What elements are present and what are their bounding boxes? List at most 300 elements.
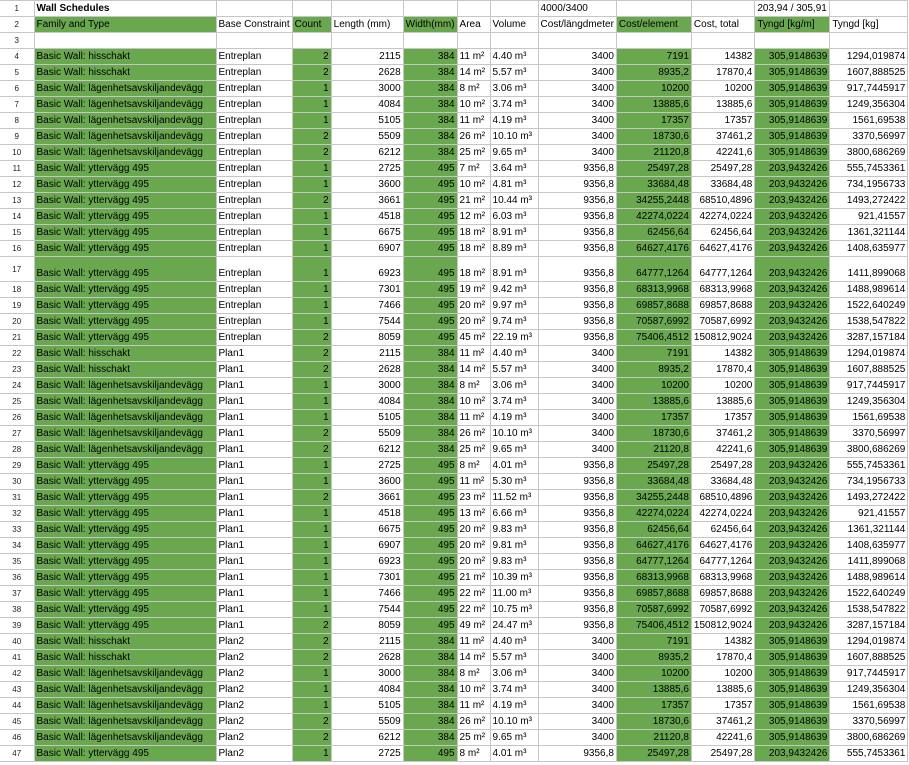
cell-count[interactable]: 1 [292,177,331,193]
cell-cost-per-element[interactable]: 8935,2 [616,65,691,81]
cell-base-constraint[interactable]: Plan1 [216,490,292,506]
cell-length[interactable]: 4084 [331,97,403,113]
cell-volume[interactable]: 22.19 m³ [490,330,538,346]
cell-cost-total[interactable]: 64627,4176 [691,538,754,554]
cell-area[interactable]: 25 m² [457,442,490,458]
header-area[interactable]: Area [457,17,490,33]
row-number[interactable]: 18 [0,282,34,298]
cell-length[interactable]: 2628 [331,362,403,378]
cell-count[interactable]: 2 [292,442,331,458]
cell-base-constraint[interactable]: Plan1 [216,602,292,618]
cell-volume[interactable]: 8.91 m³ [490,257,538,282]
cell-base-constraint[interactable]: Plan1 [216,586,292,602]
cell-family-type[interactable]: Basic Wall: yttervägg 495 [34,490,216,506]
cell-width[interactable]: 495 [403,330,457,346]
cell-family-type[interactable]: Basic Wall: hisschakt [34,346,216,362]
cell-width[interactable]: 384 [403,65,457,81]
cell-volume[interactable]: 4.01 m³ [490,458,538,474]
cell-cost-per-meter[interactable]: 3400 [538,129,616,145]
cell-volume[interactable]: 5.30 m³ [490,474,538,490]
cell-width[interactable]: 384 [403,698,457,714]
row-number[interactable]: 4 [0,49,34,65]
cell-volume[interactable]: 10.44 m³ [490,193,538,209]
row-number[interactable]: 14 [0,209,34,225]
cell-count[interactable]: 2 [292,362,331,378]
cell-base-constraint[interactable]: Entreplan [216,209,292,225]
cell-width[interactable]: 384 [403,129,457,145]
cell-count[interactable]: 2 [292,65,331,81]
cell-volume[interactable]: 9.42 m³ [490,282,538,298]
cell-area[interactable]: 12 m² [457,209,490,225]
cell-weight-total[interactable]: 1561,69538 [830,410,908,426]
cell-base-constraint[interactable]: Plan1 [216,362,292,378]
cell-cost-total[interactable]: 69857,8688 [691,586,754,602]
cell-weight-total[interactable]: 555,7453361 [830,746,908,762]
cell-count[interactable]: 2 [292,193,331,209]
cell-base-constraint[interactable]: Plan1 [216,570,292,586]
cell-family-type[interactable]: Basic Wall: yttervägg 495 [34,474,216,490]
cell-base-constraint[interactable]: Plan1 [216,458,292,474]
cell-area[interactable]: 11 m² [457,346,490,362]
row-number[interactable]: 7 [0,97,34,113]
cell-width[interactable]: 384 [403,145,457,161]
cell-width[interactable]: 384 [403,378,457,394]
row-number[interactable]: 11 [0,161,34,177]
cell-base-constraint[interactable]: Entreplan [216,314,292,330]
cell-cost-per-element[interactable]: 69857,8688 [616,586,691,602]
cell-weight-per-meter[interactable]: 203,9432426 [755,586,830,602]
cell-cost-total[interactable]: 17357 [691,698,754,714]
cell-width[interactable]: 384 [403,730,457,746]
cell-cost-per-meter[interactable]: 9356,8 [538,209,616,225]
cell-length[interactable]: 4518 [331,209,403,225]
cell-area[interactable]: 11 m² [457,698,490,714]
cell-weight-per-meter[interactable]: 203,9432426 [755,193,830,209]
header-count[interactable]: Count [292,17,331,33]
cell-length[interactable]: 8059 [331,330,403,346]
cell-width[interactable]: 495 [403,193,457,209]
cell-cost-per-element[interactable]: 17357 [616,113,691,129]
cell-cost-per-meter[interactable]: 3400 [538,634,616,650]
cell-width[interactable]: 495 [403,746,457,762]
cell-weight-per-meter[interactable]: 203,9432426 [755,474,830,490]
cell-length[interactable]: 3600 [331,474,403,490]
cell-family-type[interactable]: Basic Wall: lägenhetsavskiljandevägg [34,426,216,442]
cell-cost-total[interactable]: 42241,6 [691,145,754,161]
cell-family-type[interactable]: Basic Wall: yttervägg 495 [34,193,216,209]
cell-area[interactable]: 14 m² [457,362,490,378]
cell-weight-per-meter[interactable]: 305,9148639 [755,426,830,442]
cell-cost-per-element[interactable]: 62456,64 [616,225,691,241]
cell-area[interactable]: 8 m² [457,378,490,394]
header-length[interactable]: Length (mm) [331,17,403,33]
cell-volume[interactable]: 11.00 m³ [490,586,538,602]
row-number[interactable]: 3 [0,33,34,49]
cell-area[interactable] [457,1,490,17]
cell-length[interactable]: 6923 [331,257,403,282]
cell-weight-total[interactable]: 3800,686269 [830,442,908,458]
cell-width[interactable]: 495 [403,298,457,314]
cell-weight-per-meter[interactable]: 305,9148639 [755,378,830,394]
row-number[interactable]: 32 [0,506,34,522]
cell-cost-per-meter[interactable]: 3400 [538,49,616,65]
cell-length[interactable]: 7544 [331,314,403,330]
cell-width[interactable]: 495 [403,618,457,634]
cell-weight-total[interactable]: 3287,157184 [830,618,908,634]
cell-cost-per-element[interactable]: 70587,6992 [616,602,691,618]
cell-cost-per-element[interactable]: 13885,6 [616,682,691,698]
cell-base-constraint[interactable]: Entreplan [216,81,292,97]
row-number[interactable]: 26 [0,410,34,426]
cell-cost-per-meter[interactable]: 9356,8 [538,257,616,282]
cell-family-type[interactable]: Basic Wall: yttervägg 495 [34,570,216,586]
row-number[interactable]: 44 [0,698,34,714]
cell-cost-total[interactable]: 17870,4 [691,362,754,378]
cell-volume[interactable]: 3.64 m³ [490,161,538,177]
row-number[interactable]: 41 [0,650,34,666]
cell-base-constraint[interactable]: Entreplan [216,225,292,241]
empty-cell[interactable] [616,33,691,49]
cell-length[interactable]: 3661 [331,490,403,506]
cell-count[interactable]: 2 [292,634,331,650]
row-number[interactable]: 27 [0,426,34,442]
cell-length[interactable]: 7301 [331,282,403,298]
cell-cost-per-meter[interactable]: 9356,8 [538,490,616,506]
cell-area[interactable]: 20 m² [457,298,490,314]
cell-volume[interactable]: 10.10 m³ [490,426,538,442]
cell-cost-total[interactable] [691,1,754,17]
cell-width[interactable]: 384 [403,97,457,113]
cell-family-type[interactable]: Basic Wall: hisschakt [34,634,216,650]
cell-family-type[interactable]: Basic Wall: yttervägg 495 [34,506,216,522]
cell-weight-per-meter[interactable]: 305,9148639 [755,97,830,113]
cell-family-type[interactable]: Basic Wall: yttervägg 495 [34,554,216,570]
cell-family-type[interactable]: Basic Wall: lägenhetsavskiljandevägg [34,666,216,682]
cell-area[interactable]: 7 m² [457,161,490,177]
row-number[interactable]: 19 [0,298,34,314]
cell-length[interactable]: 3000 [331,378,403,394]
cell-length[interactable]: 6212 [331,145,403,161]
row-number[interactable]: 39 [0,618,34,634]
cell-weight-per-meter[interactable]: 305,9148639 [755,65,830,81]
cell-count[interactable]: 1 [292,570,331,586]
cell-weight-per-meter[interactable]: 305,9148639 [755,634,830,650]
cell-cost-per-meter[interactable]: 3400 [538,714,616,730]
cell-cost-total[interactable]: 37461,2 [691,714,754,730]
cell-area[interactable]: 10 m² [457,682,490,698]
cell-cost-total[interactable]: 64627,4176 [691,241,754,257]
cell-cost-per-element[interactable]: 33684,48 [616,474,691,490]
cell-count[interactable]: 2 [292,618,331,634]
cell-family-type[interactable]: Basic Wall: yttervägg 495 [34,586,216,602]
cell-cost-total[interactable]: 68313,9968 [691,282,754,298]
cell-family-type[interactable]: Basic Wall: yttervägg 495 [34,241,216,257]
cell-count[interactable]: 2 [292,145,331,161]
row-number[interactable]: 34 [0,538,34,554]
cell-cost-total[interactable]: 62456,64 [691,522,754,538]
cell-base-constraint[interactable]: Plan1 [216,522,292,538]
row-number[interactable]: 1 [0,1,34,17]
cell-cost-total[interactable]: 25497,28 [691,161,754,177]
cell-base-constraint[interactable]: Plan1 [216,506,292,522]
cell-area[interactable]: 11 m² [457,410,490,426]
cell-area[interactable]: 20 m² [457,522,490,538]
cell-width[interactable]: 384 [403,426,457,442]
cell-weight-per-meter[interactable]: 305,9148639 [755,650,830,666]
cell-cost-per-element[interactable]: 13885,6 [616,97,691,113]
cell-volume[interactable]: 8.91 m³ [490,225,538,241]
cell-cost-total[interactable]: 37461,2 [691,129,754,145]
cell-family-type[interactable]: Basic Wall: yttervägg 495 [34,458,216,474]
cell-weight-per-meter[interactable]: 203,9432426 [755,161,830,177]
cell-width[interactable]: 495 [403,314,457,330]
cell-cost-per-meter[interactable]: 3400 [538,65,616,81]
cell-cost-total[interactable]: 42241,6 [691,730,754,746]
cell-cost-per-meter[interactable]: 3400 [538,394,616,410]
cell-cost-per-element[interactable]: 64777,1264 [616,257,691,282]
cell-width[interactable]: 495 [403,177,457,193]
row-number[interactable]: 28 [0,442,34,458]
cell-weight-per-meter[interactable]: 203,9432426 [755,490,830,506]
cell-width[interactable]: 384 [403,394,457,410]
cell-weight-total[interactable]: 1538,547822 [830,314,908,330]
empty-cell[interactable] [755,33,830,49]
cell-cost-per-element[interactable]: 18730,6 [616,426,691,442]
cell-cost-per-element[interactable] [616,1,691,17]
empty-cell[interactable] [292,33,331,49]
cell-cost-per-meter[interactable]: 9356,8 [538,193,616,209]
cell-base-constraint[interactable]: Entreplan [216,129,292,145]
cell-cost-per-meter[interactable]: 9356,8 [538,618,616,634]
cell-family-type[interactable]: Basic Wall: lägenhetsavskiljandevägg [34,113,216,129]
cell-area[interactable]: 20 m² [457,554,490,570]
cell-length[interactable]: 4518 [331,506,403,522]
empty-cell[interactable] [457,33,490,49]
cell-weight-per-meter[interactable]: 305,9148639 [755,394,830,410]
cell-length[interactable] [331,1,403,17]
cell-count[interactable]: 1 [292,746,331,762]
cell-cost-total[interactable]: 42241,6 [691,442,754,458]
row-number[interactable]: 36 [0,570,34,586]
cell-weight-per-meter[interactable]: 203,9432426 [755,506,830,522]
cell-cost-per-element[interactable]: 25497,28 [616,458,691,474]
cell-weight-total[interactable]: 921,41557 [830,209,908,225]
cell-area[interactable]: 25 m² [457,145,490,161]
cell-weight-total[interactable]: 1493,272422 [830,193,908,209]
cell-family-type[interactable]: Basic Wall: yttervägg 495 [34,602,216,618]
cell-width[interactable]: 495 [403,161,457,177]
cell-volume[interactable]: 9.65 m³ [490,442,538,458]
cell-weight-per-meter[interactable]: 203,9432426 [755,522,830,538]
cell-cost-per-meter[interactable]: 3400 [538,378,616,394]
cell-weight-total[interactable]: 1249,356304 [830,682,908,698]
cell-length[interactable]: 6923 [331,554,403,570]
cell-width[interactable]: 495 [403,209,457,225]
row-number[interactable]: 21 [0,330,34,346]
cell-base-constraint[interactable]: Plan1 [216,346,292,362]
cell-cost-per-meter[interactable]: 9356,8 [538,161,616,177]
cell-count[interactable]: 2 [292,714,331,730]
cell-cost-per-element[interactable]: 62456,64 [616,522,691,538]
empty-cell[interactable] [490,33,538,49]
cell-base-constraint[interactable]: Plan1 [216,426,292,442]
cell-weight-total[interactable]: 1361,321144 [830,225,908,241]
cell-family-type[interactable]: Basic Wall: hisschakt [34,362,216,378]
cell-area[interactable]: 8 m² [457,666,490,682]
cell-width[interactable] [403,1,457,17]
cell-length[interactable]: 6907 [331,241,403,257]
cell-volume[interactable]: 3.74 m³ [490,97,538,113]
cell-weight-total[interactable]: 1411,899068 [830,257,908,282]
cell-area[interactable]: 23 m² [457,490,490,506]
cell-weight-per-meter[interactable]: 203,9432426 [755,314,830,330]
cell-width[interactable]: 384 [403,113,457,129]
row-number[interactable]: 33 [0,522,34,538]
cell-weight-per-meter[interactable]: 305,9148639 [755,113,830,129]
cell-width[interactable]: 495 [403,458,457,474]
cell-family-type[interactable]: Basic Wall: lägenhetsavskiljandevägg [34,730,216,746]
cell-weight-total[interactable]: 3370,56997 [830,426,908,442]
cell-cost-total[interactable]: 64777,1264 [691,554,754,570]
cell-width[interactable]: 495 [403,241,457,257]
cell-weight-total[interactable] [830,1,908,17]
cell-base-constraint[interactable]: Entreplan [216,241,292,257]
cell-area[interactable]: 10 m² [457,394,490,410]
cell-area[interactable]: 22 m² [457,586,490,602]
cell-base-constraint[interactable]: Entreplan [216,282,292,298]
cell-weight-total[interactable]: 1561,69538 [830,698,908,714]
cell-length[interactable]: 6212 [331,730,403,746]
header-width[interactable]: Width(mm) [403,17,457,33]
cell-weight-total[interactable]: 1493,272422 [830,490,908,506]
cell-volume[interactable]: 4.81 m³ [490,177,538,193]
cell-cost-per-element[interactable]: 25497,28 [616,746,691,762]
row-number[interactable]: 9 [0,129,34,145]
cell-area[interactable]: 21 m² [457,570,490,586]
cell-family-type[interactable]: Basic Wall: yttervägg 495 [34,330,216,346]
cell-length[interactable]: 4084 [331,682,403,698]
cell-cost-total[interactable]: 13885,6 [691,682,754,698]
cell-weight-total[interactable]: 3370,56997 [830,714,908,730]
cell-length[interactable]: 5509 [331,129,403,145]
cell-weight-per-meter[interactable]: 203,94 / 305,91 [755,1,830,17]
cell-base-constraint[interactable]: Entreplan [216,97,292,113]
cell-count[interactable]: 2 [292,650,331,666]
cell-cost-per-element[interactable]: 13885,6 [616,394,691,410]
row-number[interactable]: 46 [0,730,34,746]
row-number[interactable]: 22 [0,346,34,362]
cell-volume[interactable]: 10.75 m³ [490,602,538,618]
cell-cost-total[interactable]: 69857,8688 [691,298,754,314]
cell-count[interactable]: 1 [292,209,331,225]
cell-length[interactable]: 7466 [331,298,403,314]
cell-family-type[interactable]: Basic Wall: lägenhetsavskiljandevägg [34,97,216,113]
row-number[interactable]: 12 [0,177,34,193]
cell-volume[interactable]: 5.57 m³ [490,65,538,81]
cell-area[interactable]: 26 m² [457,426,490,442]
cell-family-type[interactable]: Basic Wall: yttervägg 495 [34,282,216,298]
header-weight-per-meter[interactable]: Tyngd [kg/m] [755,17,830,33]
cell-width[interactable]: 495 [403,474,457,490]
cell-cost-per-element[interactable]: 8935,2 [616,362,691,378]
cell-cost-per-element[interactable]: 69857,8688 [616,298,691,314]
cell-volume[interactable]: 4.40 m³ [490,49,538,65]
cell-base-constraint[interactable]: Entreplan [216,65,292,81]
cell-cost-total[interactable]: 17357 [691,410,754,426]
cell-area[interactable]: 45 m² [457,330,490,346]
cell-volume[interactable]: 4.19 m³ [490,113,538,129]
cell-cost-total[interactable]: 25497,28 [691,458,754,474]
cell-count[interactable]: 1 [292,81,331,97]
cell-area[interactable]: 10 m² [457,97,490,113]
row-number[interactable]: 6 [0,81,34,97]
cell-cost-per-meter[interactable]: 3400 [538,650,616,666]
cell-count[interactable]: 2 [292,49,331,65]
sheet-title-cell[interactable]: Wall Schedules [34,1,216,17]
cell-weight-total[interactable]: 734,1956733 [830,474,908,490]
cell-family-type[interactable]: Basic Wall: lägenhetsavskiljandevägg [34,698,216,714]
cell-cost-per-element[interactable]: 64627,4176 [616,538,691,554]
cell-cost-total[interactable]: 17357 [691,113,754,129]
row-number[interactable]: 24 [0,378,34,394]
cell-width[interactable]: 384 [403,346,457,362]
cell-base-constraint[interactable]: Entreplan [216,193,292,209]
cell-cost-per-meter[interactable]: 9356,8 [538,241,616,257]
cell-length[interactable]: 7544 [331,602,403,618]
cell-count[interactable]: 1 [292,378,331,394]
cell-weight-total[interactable]: 917,7445917 [830,378,908,394]
cell-cost-total[interactable]: 17870,4 [691,650,754,666]
cell-weight-total[interactable]: 734,1956733 [830,177,908,193]
cell-weight-total[interactable]: 1607,888525 [830,650,908,666]
cell-area[interactable]: 8 m² [457,458,490,474]
cell-cost-total[interactable]: 68313,9968 [691,570,754,586]
cell-weight-per-meter[interactable]: 305,9148639 [755,145,830,161]
cell-width[interactable]: 384 [403,362,457,378]
cell-area[interactable]: 26 m² [457,129,490,145]
cell-cost-per-meter[interactable]: 9356,8 [538,538,616,554]
cell-width[interactable]: 384 [403,81,457,97]
cell-count[interactable]: 1 [292,522,331,538]
cell-width[interactable]: 495 [403,554,457,570]
cell-weight-total[interactable]: 1249,356304 [830,394,908,410]
cell-count[interactable]: 1 [292,474,331,490]
cell-width[interactable]: 384 [403,650,457,666]
cell-weight-per-meter[interactable]: 305,9148639 [755,666,830,682]
cell-count[interactable]: 2 [292,730,331,746]
cell-length[interactable]: 5105 [331,113,403,129]
cell-length[interactable]: 2725 [331,161,403,177]
cell-cost-per-meter[interactable]: 9356,8 [538,177,616,193]
cell-cost-per-element[interactable]: 42274,0224 [616,209,691,225]
cell-cost-per-element[interactable]: 7191 [616,49,691,65]
cell-width[interactable]: 495 [403,522,457,538]
cell-area[interactable]: 8 m² [457,746,490,762]
row-number[interactable]: 42 [0,666,34,682]
cell-cost-total[interactable]: 13885,6 [691,97,754,113]
cell-volume[interactable]: 4.40 m³ [490,346,538,362]
cell-cost-total[interactable]: 10200 [691,666,754,682]
cell-base-constraint[interactable]: Plan2 [216,746,292,762]
cell-cost-total[interactable]: 13885,6 [691,394,754,410]
cell-cost-per-element[interactable]: 75406,4512 [616,330,691,346]
cell-cost-per-element[interactable]: 34255,2448 [616,490,691,506]
cell-cost-total[interactable]: 64777,1264 [691,257,754,282]
cell-cost-per-meter[interactable]: 3400 [538,426,616,442]
cell-weight-per-meter[interactable]: 203,9432426 [755,298,830,314]
cell-cost-per-element[interactable]: 42274,0224 [616,506,691,522]
cell-weight-total[interactable]: 1561,69538 [830,113,908,129]
